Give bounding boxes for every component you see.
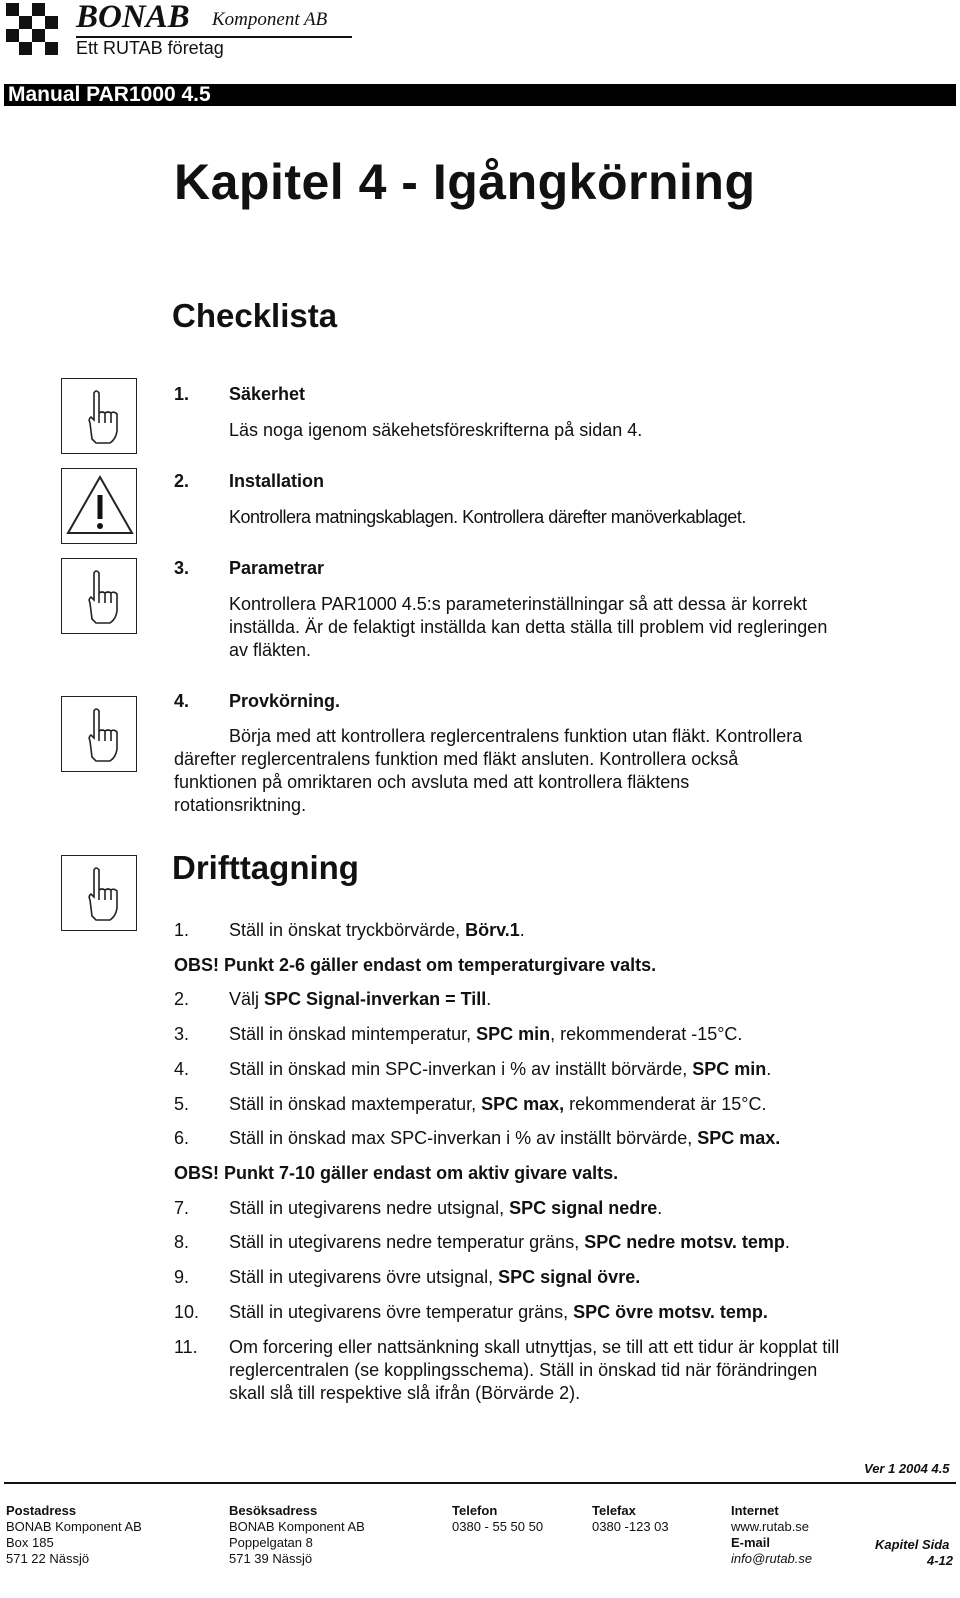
checklist-item-text: funktionen på omriktaren och avsluta med att kontrollera fläktens bbox=[174, 772, 690, 792]
chapter-title: Kapitel 4 - Igångkörning bbox=[174, 154, 756, 210]
checklist-item-text: av fläkten. bbox=[229, 640, 312, 660]
checklist-item-text: inställda. Är de felaktigt inställda kan detta ställa till problem vid regleringen bbox=[229, 617, 828, 637]
checklist-item-number: 1. bbox=[174, 384, 190, 404]
footer-email-label: E-mail bbox=[731, 1535, 771, 1550]
checklist-item-text: Börja med att kontrollera reglercentralens funktion utan fläkt. Kontrollera bbox=[229, 726, 803, 746]
footer-telefon-value: 0380 - 55 50 50 bbox=[452, 1519, 544, 1534]
drifttagning-heading: Drifttagning bbox=[172, 849, 359, 886]
brand-name: BONAB bbox=[76, 0, 190, 35]
step-6: 6. Ställ in önskad max SPC-inverkan i % av inställt börvärde, SPC max. bbox=[174, 1128, 781, 1148]
checklist-item-number: 2. bbox=[174, 471, 190, 491]
pointing-hand-icon bbox=[61, 378, 137, 454]
checklist-item-title: Säkerhet bbox=[229, 384, 306, 404]
page-number: 4-12 bbox=[927, 1553, 954, 1568]
pointing-hand-icon bbox=[61, 558, 137, 634]
footer-telefax-value: 0380 -123 03 bbox=[592, 1519, 669, 1534]
footer-postadress-line: Box 185 bbox=[6, 1535, 54, 1550]
footer-postadress-line: 571 22 Nässjö bbox=[6, 1551, 90, 1566]
step-11-text: skall slå till respektive slå ifrån (Börvärde 2). bbox=[229, 1383, 581, 1403]
checklist-item-text: Läs noga igenom säkehetsföreskrifterna på sidan 4. bbox=[229, 420, 643, 440]
checklist-item-title: Provkörning. bbox=[229, 691, 341, 711]
step-1: 1. Ställ in önskat tryckbörvärde, Börv.1. bbox=[174, 920, 525, 940]
footer-telefon-label: Telefon bbox=[452, 1503, 498, 1518]
obs-note: OBS! Punkt 2-6 gäller endast om temperaturgivare valts. bbox=[174, 955, 657, 975]
footer-telefax-label: Telefax bbox=[592, 1503, 636, 1518]
checklist-item-number: 3. bbox=[174, 558, 190, 578]
checklist-item-text: Kontrollera matningskablagen. Kontrollera därefter manöverkablaget. bbox=[229, 507, 746, 527]
step-8: 8. Ställ in utegivarens nedre temperatur gräns, SPC nedre motsv. temp. bbox=[174, 1232, 790, 1252]
checklist-item-text: Kontrollera PAR1000 4.5:s parameterinställningar så att dessa är korrekt bbox=[229, 594, 807, 614]
footer-postadress-line: BONAB Komponent AB bbox=[6, 1519, 142, 1534]
step-5: 5. Ställ in önskad maxtemperatur, SPC max, rekommenderat är 15°C. bbox=[174, 1094, 767, 1114]
checklist-item-number: 4. bbox=[174, 691, 190, 711]
checklist-item-title: Parametrar bbox=[229, 558, 325, 578]
step-2: 2. Välj SPC Signal-inverkan = Till. bbox=[174, 989, 492, 1009]
page-label: Kapitel Sida bbox=[875, 1537, 950, 1552]
footer-website-link[interactable]: www.rutab.se bbox=[731, 1519, 810, 1534]
brand-tagline: Ett RUTAB företag bbox=[76, 38, 224, 58]
brand-subtitle: Komponent AB bbox=[212, 9, 328, 30]
footer-besoksadress-label: Besöksadress bbox=[229, 1503, 318, 1518]
footer-besoksadress-line: BONAB Komponent AB bbox=[229, 1519, 365, 1534]
step-4: 4. Ställ in önskad min SPC-inverkan i % av inställt börvärde, SPC min. bbox=[174, 1059, 772, 1079]
checklist-item-text: rotationsriktning. bbox=[174, 795, 307, 815]
step-10: 10. Ställ in utegivarens övre temperatur gräns, SPC övre motsv. temp. bbox=[174, 1302, 768, 1322]
warning-triangle-icon bbox=[61, 468, 137, 544]
footer-besoksadress-line: Poppelgatan 8 bbox=[229, 1535, 313, 1550]
step-11: 11. Om forcering eller nattsänkning skall utnyttjas, se till att ett tidur är kopplat till bbox=[174, 1337, 840, 1357]
pointing-hand-icon bbox=[61, 696, 137, 772]
step-3: 3. Ställ in önskad mintemperatur, SPC min, rekommenderat -15°C. bbox=[174, 1024, 743, 1044]
checklist-item-title: Installation bbox=[229, 471, 325, 491]
step-9: 9. Ställ in utegivarens övre utsignal, SPC signal övre. bbox=[174, 1267, 641, 1287]
footer-internet-label: Internet bbox=[731, 1503, 779, 1518]
obs-note: OBS! Punkt 7-10 gäller endast om aktiv givare valts. bbox=[174, 1163, 619, 1183]
step-7: 7. Ställ in utegivarens nedre utsignal, SPC signal nedre. bbox=[174, 1198, 663, 1218]
footer-postadress-label: Postadress bbox=[6, 1503, 77, 1518]
checklist-item-text: därefter reglercentralens funktion med fläkt ansluten. Kontrollera också bbox=[174, 749, 739, 769]
checkered-logo-icon bbox=[6, 3, 58, 55]
footer-email-link[interactable]: info@rutab.se bbox=[731, 1551, 813, 1566]
footer-divider bbox=[4, 1482, 956, 1484]
step-11-text: reglercentralen (se kopplingsschema). Ställ in önskad tid när förändringen bbox=[229, 1360, 818, 1380]
pointing-hand-icon bbox=[61, 855, 137, 931]
manual-title-bar: Manual PAR1000 4.5 bbox=[4, 84, 956, 106]
checklist-heading: Checklista bbox=[172, 297, 338, 334]
version-label: Ver 1 2004 4.5 bbox=[864, 1461, 950, 1476]
footer-besoksadress-line: 571 39 Nässjö bbox=[229, 1551, 313, 1566]
